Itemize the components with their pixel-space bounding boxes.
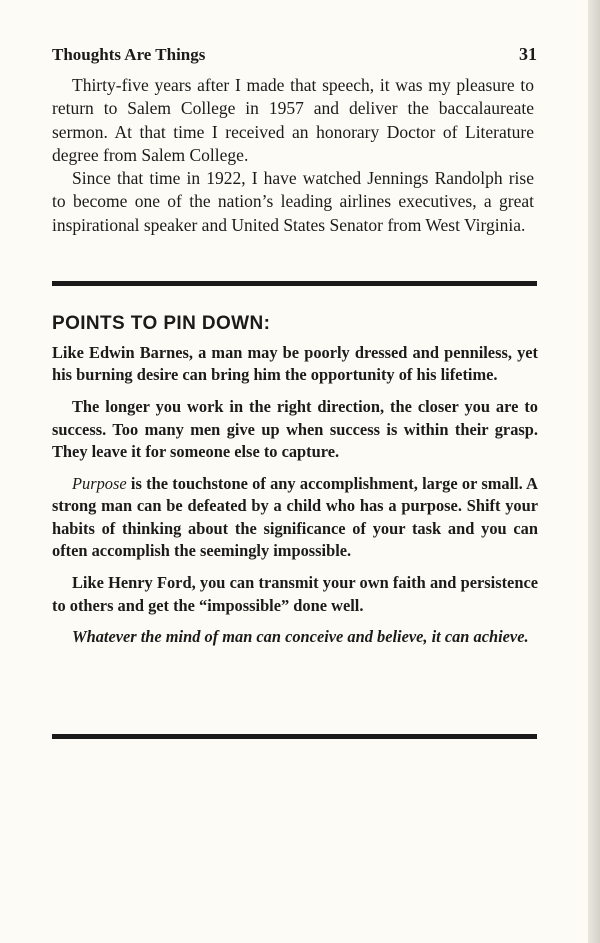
- point-item: [52, 342, 538, 387]
- page-number: 31: [519, 44, 537, 64]
- point-item: [52, 396, 538, 463]
- section-divider-top: [52, 281, 537, 286]
- running-title: Thoughts Are Things: [52, 45, 206, 64]
- points-to-pin-down-section: [52, 313, 538, 658]
- body-text: [52, 74, 534, 237]
- page-edge: [588, 0, 600, 943]
- point-item-quote: [52, 626, 538, 648]
- point-emphasis: Purpose: [72, 474, 127, 494]
- point-text: Like Edwin Barnes, a man may be poorly dressed and penniless, yet his burning desire can bring him the opportunity of his lifetime.: [52, 343, 538, 385]
- point-text: is the touchstone of any accomplishment, large or small. A strong man can be defeated by a child who has a purpose. Shift your habits of thinking about the significance of your task and you can often accomplish the seemingly impossible.: [52, 474, 538, 561]
- page-header: [52, 44, 537, 65]
- point-item: [52, 572, 538, 617]
- point-text: Like Henry Ford, you can transmit your own faith and persistence to others and get the “impossible” done well.: [52, 573, 538, 615]
- section-divider-bottom: [52, 734, 537, 739]
- point-text: Whatever the mind of man can conceive and believe, it can achieve.: [72, 627, 529, 647]
- point-item: [52, 473, 538, 563]
- body-paragraph: Thirty-five years after I made that speech, it was my pleasure to return to Salem College in 1957 and deliver the baccalaureate sermon. At that time I received an honorary Doctor of Literature degree from Salem College.: [52, 75, 534, 165]
- section-heading: POINTS TO PIN DOWN:: [52, 313, 271, 334]
- body-paragraph: Since that time in 1922, I have watched Jennings Randolph rise to become one of the nation’s leading airlines executives, a great inspirational speaker and United States Senator from West Virginia.: [52, 168, 534, 235]
- point-text: The longer you work in the right direction, the closer you are to success. Too many men give up when success is within their grasp. They leave it for someone else to capture.: [52, 397, 538, 462]
